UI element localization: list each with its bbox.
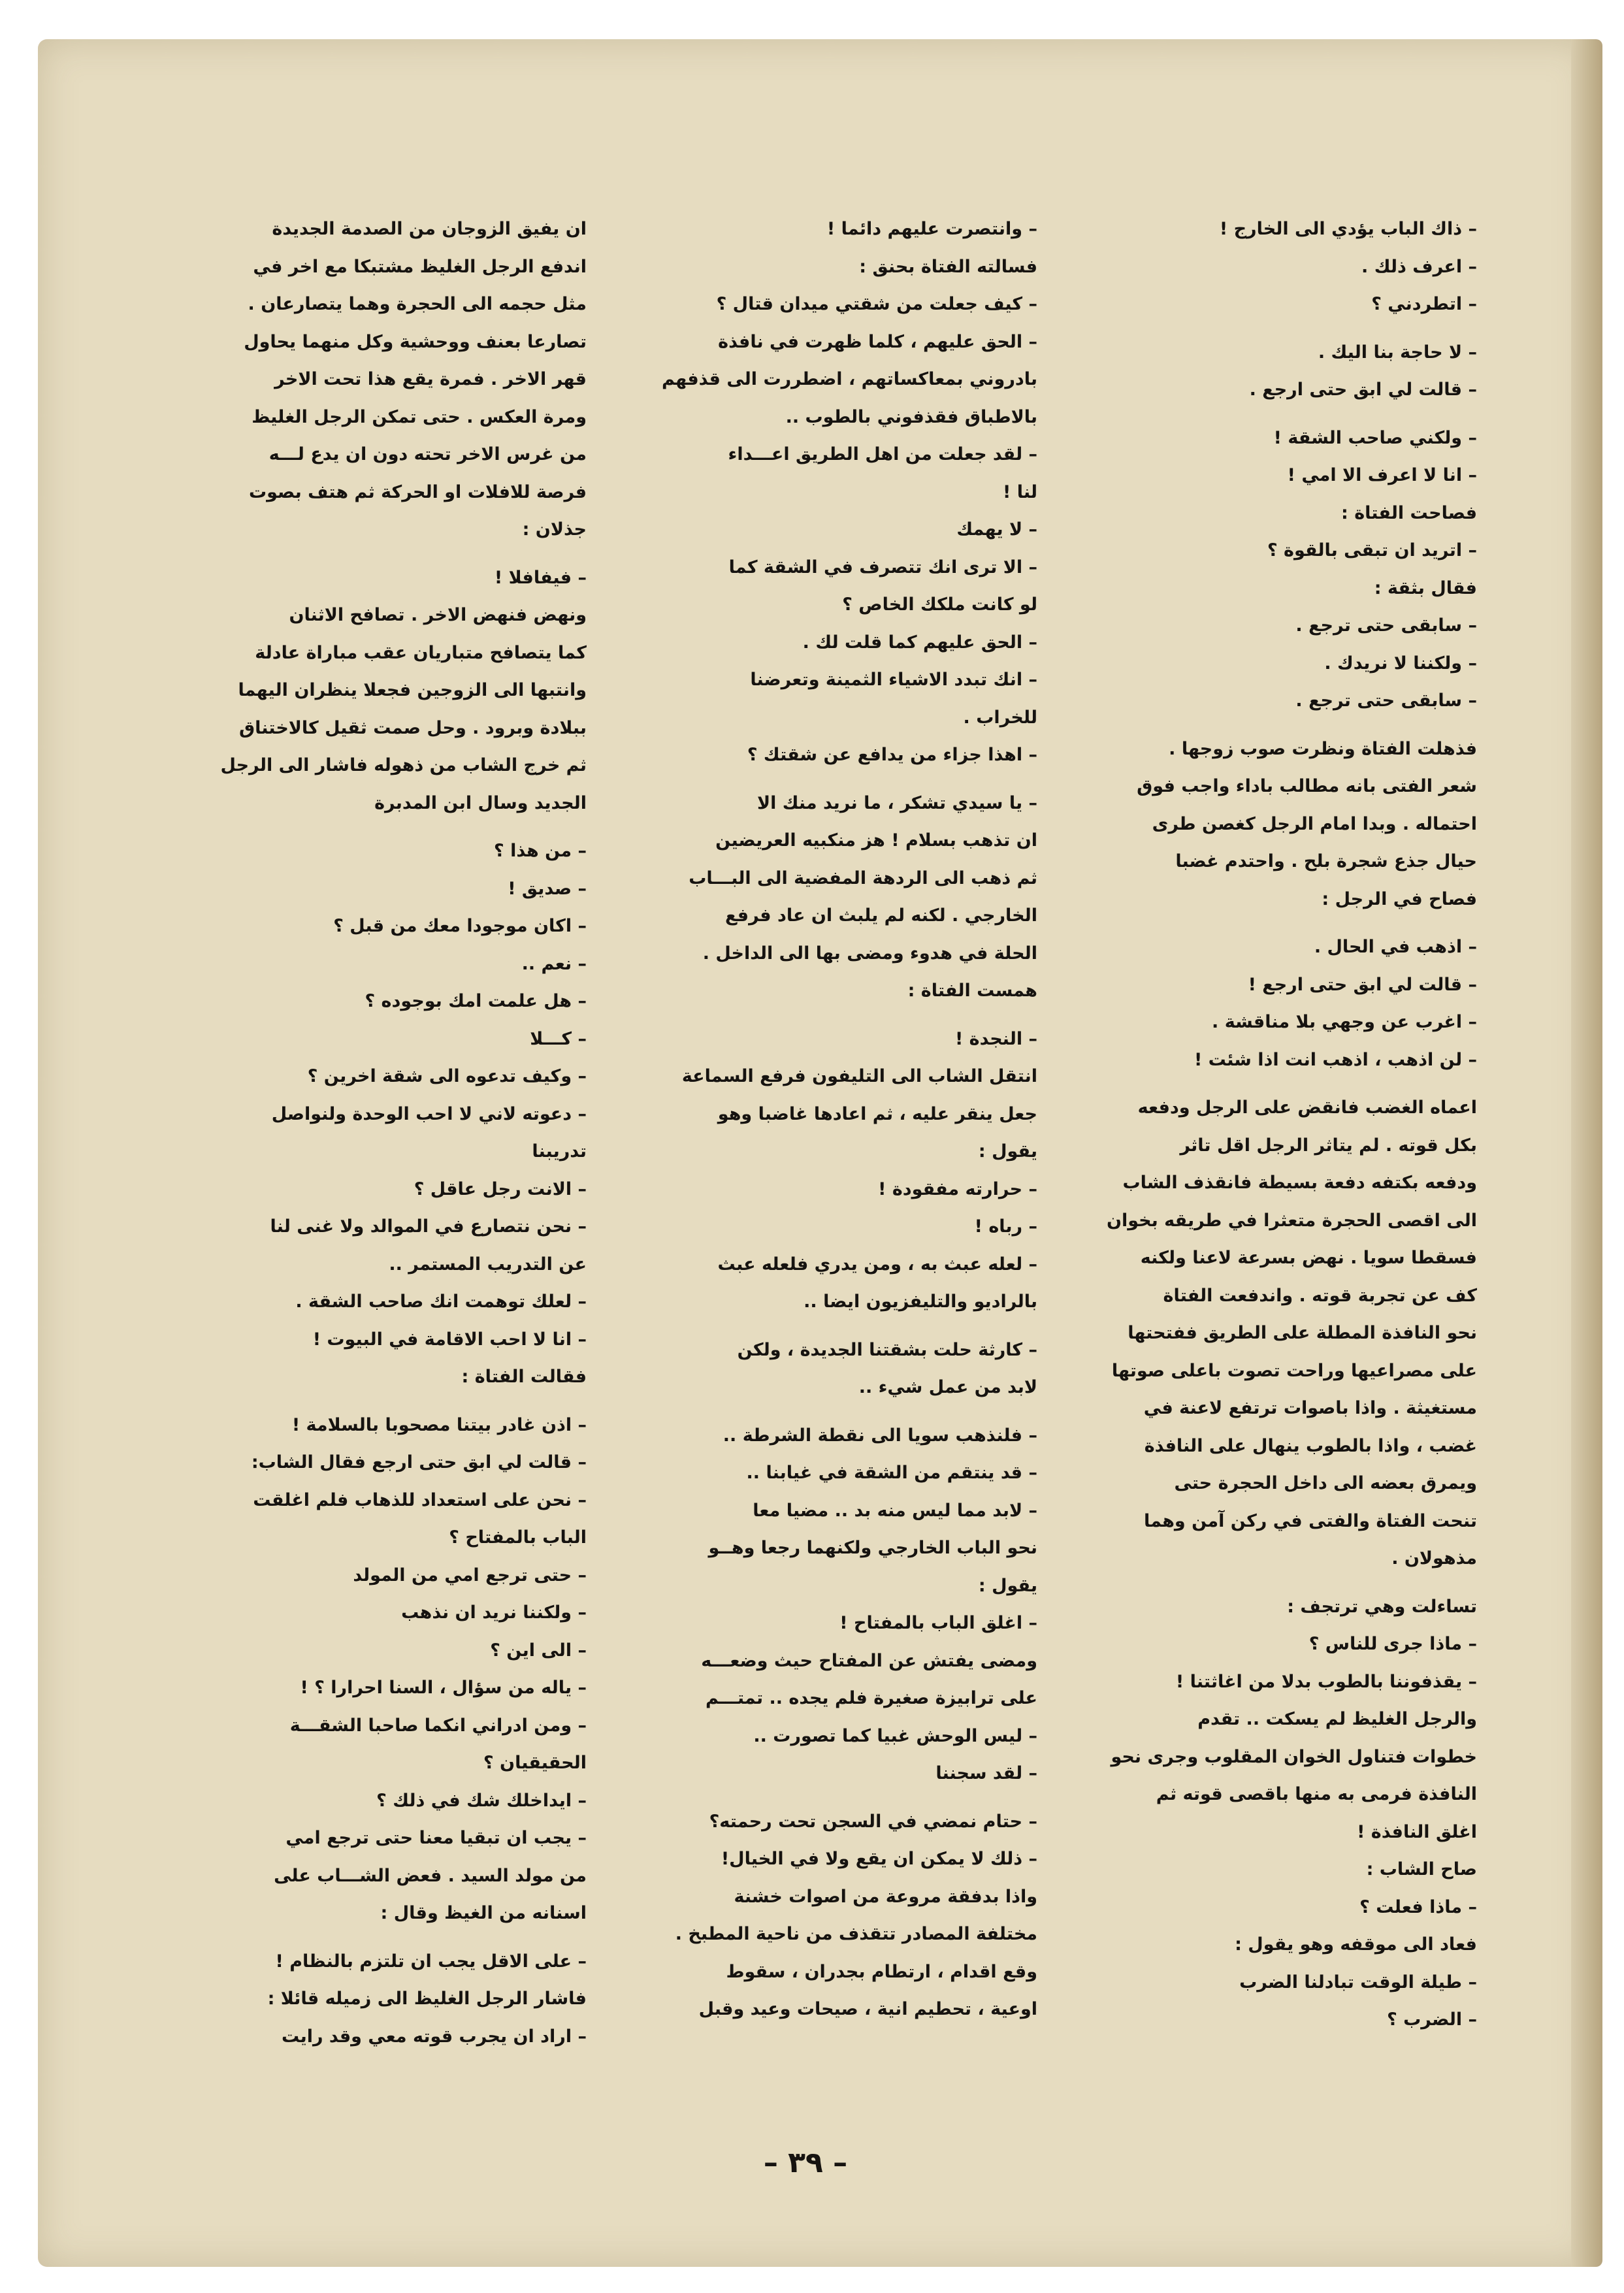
text-line: فصاحت الفتاة : (1341, 502, 1477, 523)
text-line: – اهذا جزاء من يدافع عن شقتك ؟ (747, 745, 1037, 765)
text-line: نحو الباب الخارجي ولكنهما رجعا وهــو (708, 1538, 1037, 1558)
paragraph-gap (627, 1010, 1037, 1020)
text-line: – انا لا اعرف الا امي ! (1287, 465, 1477, 485)
text-line: – يقذفوننا بالطوب بدلا من اغاثتنا ! (1175, 1671, 1477, 1692)
text-column-middle (627, 210, 1037, 2028)
text-line: – ولكني صاحب الشقة ! (1273, 427, 1477, 448)
text-line: – لعلك توهمت انك صاحب الشقة . (295, 1292, 587, 1312)
text-line: يقول : (978, 1141, 1037, 1162)
text-column-left (176, 210, 587, 2055)
text-line: ببلادة وبرود . وحل صمت ثقيل كالاختناق (239, 717, 587, 738)
text-line: كما يتصافح متباريان عقب مباراة عادلة (255, 642, 587, 663)
text-line: – ايداخلك شك في ذلك ؟ (376, 1790, 587, 1811)
text-line: – ماذا جرى للناس ؟ (1308, 1634, 1477, 1654)
text-line: – دعوته لاني لا احب الوحدة ولنواصل (271, 1103, 587, 1124)
text-line: – لقد جعلت من اهل الطريق اعـــداء (728, 444, 1037, 464)
text-line: جعل ينقر عليه ، ثم اعادها غاضبا وهو (717, 1103, 1037, 1124)
text-line: تدريبنا (532, 1141, 587, 1162)
paragraph-gap (1067, 720, 1477, 730)
text-line: فصاح في الرجل : (1322, 888, 1477, 909)
text-line: قهر الاخر . فمرة يقع هذا تحت الاخر (274, 369, 587, 389)
document-page (38, 39, 1573, 2267)
paragraph-gap (1067, 323, 1477, 334)
text-line: – الى اين ؟ (490, 1640, 587, 1661)
text-line: الحلة في هدوء ومضى بها الى الداخل . (702, 943, 1037, 964)
text-line: اسنانه من الغيظ وقال : (380, 1903, 587, 1923)
paragraph-gap (176, 1932, 587, 1943)
text-line: نحو النافذة المطلة على الطريق ففتحتها (1128, 1323, 1477, 1343)
text-line: – يجب ان تبقيا معنا حتى ترجع امي (285, 1828, 587, 1848)
text-line: مستغيثة . واذا باصوات ترتفع لاعنة في (1143, 1398, 1477, 1418)
text-line: بكل قوته . لم يتاثر الرجل اقل تاثر (1180, 1135, 1477, 1156)
text-line: – وكيف تدعوه الى شقة اخرين ؟ (307, 1066, 587, 1086)
text-line: بالراديو والتليفزيون ايضا .. (804, 1292, 1037, 1312)
text-line: النافذة فرمى به منها باقصى قوته ثم (1156, 1784, 1477, 1804)
text-line: – ياله من سؤال ، السنا احرارا ؟ ! (300, 1678, 587, 1698)
text-line: – فلنذهب سويا الى نقطة الشرطة .. (723, 1425, 1037, 1446)
text-line: – ذلك لا يمكن ان يقع ولا في الخيال! (721, 1849, 1037, 1869)
text-line: تنحت الفتاة والفتى في ركن آمن وهما (1143, 1510, 1477, 1531)
text-line: – كـــلا (530, 1028, 587, 1049)
text-line: فسقطا سويا . نهض بسرعة لاعنا ولكنه (1140, 1248, 1477, 1268)
text-line: – ولكننا نريد ان نذهب (401, 1602, 587, 1623)
text-line: تصارعا بعنف ووحشية وكل منهما يحاول (244, 331, 587, 352)
text-line: على ترابيزة صغيرة فلم يجده .. تمتـــم (706, 1688, 1037, 1708)
text-line: فعاد الى موقفه وهو يقول : (1235, 1934, 1477, 1955)
text-line: مذهولان . (1391, 1548, 1477, 1569)
text-line: اعماه الغضب فانقض على الرجل ودفعه (1137, 1098, 1477, 1118)
text-line: – اكان موجودا معك من قبل ؟ (333, 916, 587, 936)
text-line: فرصة للافلات او الحركة ثم هتف بصوت (248, 481, 587, 502)
paragraph-gap (627, 1321, 1037, 1331)
text-line: – يا سيدي تشكر ، ما نريد منك الا (756, 792, 1037, 813)
text-line: بالاطباق فقذفوني بالطوب .. (785, 406, 1037, 427)
text-line: ونهض فنهض الاخر . تصافح الاثنان (289, 605, 587, 625)
text-line: – انك تبدد الاشياء الثمينة وتعرضنا (750, 670, 1037, 690)
text-line: – لا حاجة بنا اليك . (1318, 342, 1477, 363)
text-line: – قالت لي ابق حتى ارجع ! (1248, 974, 1477, 995)
text-line: ان تذهب بسلام ! هز منكبيه العريضين (715, 830, 1037, 851)
text-line: – لن اذهب ، اذهب انت اذا شئت ! (1194, 1049, 1477, 1070)
text-line: – نحن نتصارع في الموالد ولا غنى لنا (270, 1216, 587, 1237)
text-line: الجديد وسال ابن المدبرة (374, 792, 587, 813)
text-line: – قالت لي ابق حتى ارجع . (1249, 380, 1477, 400)
text-line: – كيف جعلت من شقتي ميدان قتال ؟ (716, 294, 1037, 314)
text-line: – حرارته مفقودة ! (878, 1179, 1037, 1199)
text-line: – لعله عبث به ، ومن يدري فلعله عبث (717, 1254, 1037, 1275)
text-line: – رباه ! (974, 1216, 1037, 1237)
text-line: – ولكننا لا نريدك . (1324, 653, 1477, 674)
text-line: – صديق ! (508, 878, 587, 899)
text-line: – نعم .. (521, 953, 587, 974)
text-line: حيال جذع شجرة بلح . واحتدم غضبا (1175, 851, 1477, 871)
text-line: ومرة العكس . حتى تمكن الرجل الغليظ (252, 406, 587, 427)
text-line: مختلفة المصادر تتقذف من ناحية المطبخ . (675, 1924, 1037, 1944)
text-line: ثم ذهب الى الردهة المفضية الى البـــاب (689, 868, 1037, 888)
text-line: – اغلق الباب بالمفتاح ! (839, 1613, 1037, 1633)
text-line: – اذن غادر بيتنا مصحوبا بالسلامة ! (291, 1414, 587, 1435)
page-number: – ٣٩ – (763, 2146, 848, 2179)
paragraph-gap (176, 822, 587, 832)
paragraph-gap (1067, 1079, 1477, 1089)
text-line: – قالت لي ابق حتى ارجع فقال الشاب: (251, 1452, 587, 1472)
text-line: واذا بدفقة مروعة من اصوات خشنة (734, 1886, 1037, 1907)
text-line: – اراد ان يجرب قوته معي وقد رايت (281, 2026, 587, 2047)
page-binding-edge (1571, 39, 1602, 2267)
text-line: فذهلت الفتاة ونظرت صوب زوجها . (1169, 738, 1477, 759)
text-line: – من هذا ؟ (494, 841, 587, 861)
text-line: – الحق عليهم ، كلما ظهرت في نافذة (718, 331, 1037, 352)
text-line: – حتى ترجع امي من المولد (353, 1565, 587, 1586)
paragraph-gap (1067, 918, 1477, 928)
text-line: الى اقصى الحجرة متعثرا في طريقه بخوان (1106, 1210, 1477, 1231)
text-line: فقال بثقة : (1374, 577, 1477, 598)
text-line: – الا ترى انك تتصرف في الشقة كما (728, 557, 1037, 577)
paragraph-gap (627, 1407, 1037, 1417)
text-column-right (1067, 210, 1477, 2039)
text-line: – النجدة ! (954, 1028, 1037, 1049)
text-line: مثل حجمه الى الحجرة وهما يتصارعان . (248, 294, 587, 314)
text-line: شعر الفتى بانه مطالب باداء واجب فوق (1137, 776, 1477, 796)
text-line: – فيفافلا ! (494, 567, 587, 588)
text-line: فسالته الفتاة بحنق : (859, 256, 1037, 277)
text-line: – طيلة الوقت تبادلنا الضرب (1239, 1972, 1477, 1992)
paragraph-gap (1067, 1578, 1477, 1588)
text-line: من مولد السيد . فعض الشـــاب على (274, 1865, 587, 1886)
text-line: عن التدريب المستمر .. (389, 1254, 587, 1275)
text-line: فقالت الفتاة : (461, 1367, 587, 1387)
text-line: اندفع الرجل الغليظ مشتبكا مع اخر في (253, 256, 587, 277)
text-line: – ذاك الباب يؤدي الى الخارج ! (1219, 219, 1477, 239)
text-line: ثم خرج الشاب من ذهوله فاشار الى الرجل (220, 755, 587, 775)
text-line: – اغرب عن وجهي بلا مناقشة . (1212, 1012, 1477, 1032)
text-line: ومضى يفتش عن المفتاح حيث وضعـــه (701, 1650, 1037, 1671)
text-line: ويمرق بعضه الى داخل الحجرة حتى (1174, 1473, 1477, 1493)
text-line: – ومن ادراني انكما صاحبا الشقـــة (289, 1715, 587, 1736)
text-line: غضب ، واذا بالطوب ينهال على النافذة (1144, 1435, 1477, 1456)
text-line: يقول : (978, 1575, 1037, 1596)
text-line: ان يفيق الزوجان من الصدمة الجديدة (272, 219, 587, 239)
text-line: همست الفتاة : (907, 981, 1037, 1001)
text-line: الباب بالمفتاح ؟ (449, 1527, 587, 1548)
text-line: – انا لا احب الاقامة في البيوت ! (312, 1329, 587, 1350)
text-line: – الانت رجل عاقل ؟ (414, 1179, 587, 1199)
text-line: – الحق عليهم كما قلت لك . (802, 632, 1037, 653)
text-line: من غرس الاخر تحته دون ان يدع لـــه (268, 444, 587, 464)
paragraph-gap (176, 549, 587, 559)
text-line: – لقد سجننا (935, 1763, 1037, 1783)
text-line: الخارجي . لكنه لم يلبث ان عاد فرفع (724, 905, 1037, 926)
text-line: – اذهب في الحال . (1314, 937, 1477, 957)
text-line: تساءلت وهي ترتجف : (1287, 1596, 1477, 1617)
text-line: – وانتصرت عليهم دائما ! (826, 219, 1037, 239)
text-line: وانتبها الى الزوجين فجعلا ينظران اليهما (238, 680, 587, 700)
text-line: – اتطردني ؟ (1371, 294, 1477, 314)
text-line: لو كانت ملكك الخاص ؟ (842, 594, 1037, 615)
text-line: – سابقى حتى ترجع . (1295, 615, 1477, 636)
text-line: والرجل الغليظ لم يسكت .. تقدم (1197, 1709, 1477, 1729)
text-line: ودفعه بكتفه دفعة بسيطة فانقذف الشاب (1122, 1173, 1477, 1193)
text-line: فاشار الرجل الغليظ الى زميله قائلا : (267, 1989, 587, 2009)
text-line: – لابد مما ليس منه بد .. مضيا معا (753, 1500, 1037, 1521)
paragraph-gap (176, 1396, 587, 1407)
text-line: اوعية ، تحطيم انية ، صيحات وعيد وقبل (698, 1999, 1037, 2019)
text-line: صاح الشاب : (1366, 1859, 1477, 1879)
text-line: – لا يهمك (956, 519, 1037, 540)
text-line: – حتام نمضي في السجن تحت رحمته؟ (709, 1811, 1037, 1832)
text-line: الحقيقيان ؟ (483, 1753, 587, 1773)
text-line: – كارثة حلت بشقتنا الجديدة ، ولكن (737, 1339, 1037, 1360)
text-line: خطوات فتناول الخوان المقلوب وجرى نحو (1111, 1746, 1477, 1767)
text-line: – على الاقل يجب ان تلتزم بالنظام ! (275, 1951, 587, 1972)
paragraph-gap (1067, 409, 1477, 419)
text-line: كف عن تجربة قوته . واندفعت الفتاة (1163, 1285, 1477, 1306)
text-line: على مصراعيها وراحت تصوت باعلى صوتها (1111, 1360, 1477, 1381)
text-line: – ماذا فعلت ؟ (1359, 1896, 1477, 1917)
text-line: احتماله . وبدا امام الرجل كغصن طرى (1152, 813, 1477, 834)
text-line: للخراب . (963, 707, 1037, 728)
text-line: – نحن على استعداد للذهاب فلم اغلقت (253, 1489, 587, 1510)
text-line: – قد ينتقم من الشقة في غيابنا .. (746, 1463, 1037, 1483)
text-line: لنا ! (1002, 481, 1037, 502)
text-line: – اعرف ذلك . (1361, 256, 1477, 277)
text-line: اغلق النافذة ! (1357, 1821, 1477, 1842)
text-line: – سابقى حتى ترجع . (1295, 691, 1477, 711)
paragraph-gap (627, 774, 1037, 785)
text-line: لابد من عمل شيء .. (858, 1377, 1037, 1397)
text-line: – ليس الوحش غبيا كما تصورت .. (753, 1725, 1037, 1746)
paragraph-gap (627, 1793, 1037, 1803)
text-line: وقع اقدام ، ارتطام بجدران ، سقوط (726, 1961, 1037, 1982)
text-line: – اتريد ان تبقى بالقوة ؟ (1267, 540, 1477, 561)
text-line: انتقل الشاب الى التليفون فرفع السماعة (681, 1066, 1037, 1086)
text-line: – الضرب ؟ (1387, 2009, 1477, 2030)
text-line: بادروني بمعاكساتهم ، اضطررت الى قذفهم (661, 369, 1037, 389)
text-line: جذلان : (522, 519, 587, 540)
text-line: – هل علمت امك بوجوده ؟ (365, 991, 587, 1011)
